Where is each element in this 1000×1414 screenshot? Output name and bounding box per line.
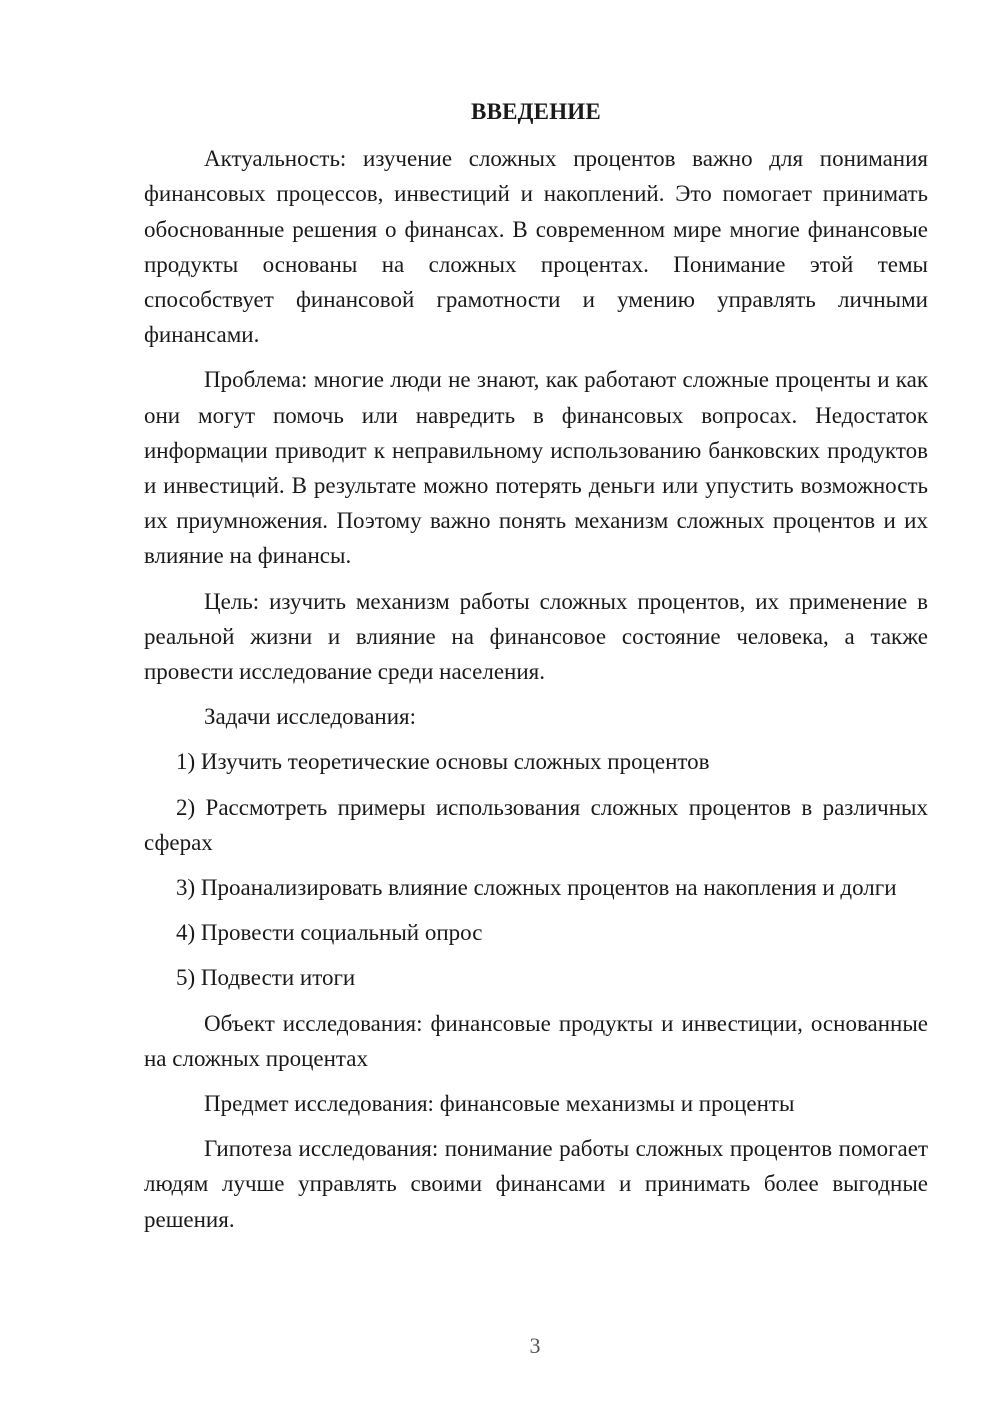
page-number: 3 — [529, 1333, 541, 1358]
relevance-paragraph: Актуальность: изучение сложных процентов важно для понимания финансовых процессов, инвестиций и накоплений. Это помогает принимать обоснованные решения о финансах. В современном мире многие финансовые продукты основаны на сложных процентах. Понимание этой темы способствует финансовой грамотности и умению управлять личными финансами. — [144, 146, 928, 348]
task-item: 4) Провести социальный опрос — [176, 920, 483, 946]
task-item: 5) Подвести итоги — [176, 965, 356, 991]
goal-paragraph: Цель: изучить механизм работы сложных процентов, их применение в реальной жизни и влияние на финансовое состояние человека, а также провести исследование среди населения. — [144, 588, 928, 685]
subject-paragraph: Предмет исследования: финансовые механизмы и проценты — [204, 1091, 795, 1117]
object-paragraph: Объект исследования: финансовые продукты и инвестиции, основанные на сложных процентах — [144, 1010, 928, 1071]
page-content — [144, 94, 928, 1247]
task-item: 3) Проанализировать влияние сложных процентов на накопления и долги — [176, 875, 897, 901]
task-item: 2) Рассмотреть примеры использования сложных процентов в различных сферах — [144, 794, 928, 855]
section-title: ВВЕДЕНИЕ — [471, 99, 601, 124]
hypothesis-paragraph: Гипотеза исследования: понимание работы сложных процентов помогает людям лучше управлять своими финансами и принимать более выгодные решения. — [144, 1136, 928, 1232]
problem-paragraph: Проблема: многие люди не знают, как работают сложные проценты и как они могут помочь или навредить в финансовых вопросах. Недостаток информации приводит к неправильному использованию банковских продуктов и инвестиций. В результате можно потерять деньги или упустить возможность их приумножения. Поэтому важно понять механизм сложных процентов и их влияние на финансы. — [144, 367, 928, 569]
tasks-heading: Задачи исследования: — [204, 704, 417, 730]
task-item: 1) Изучить теоретические основы сложных процентов — [176, 749, 710, 775]
